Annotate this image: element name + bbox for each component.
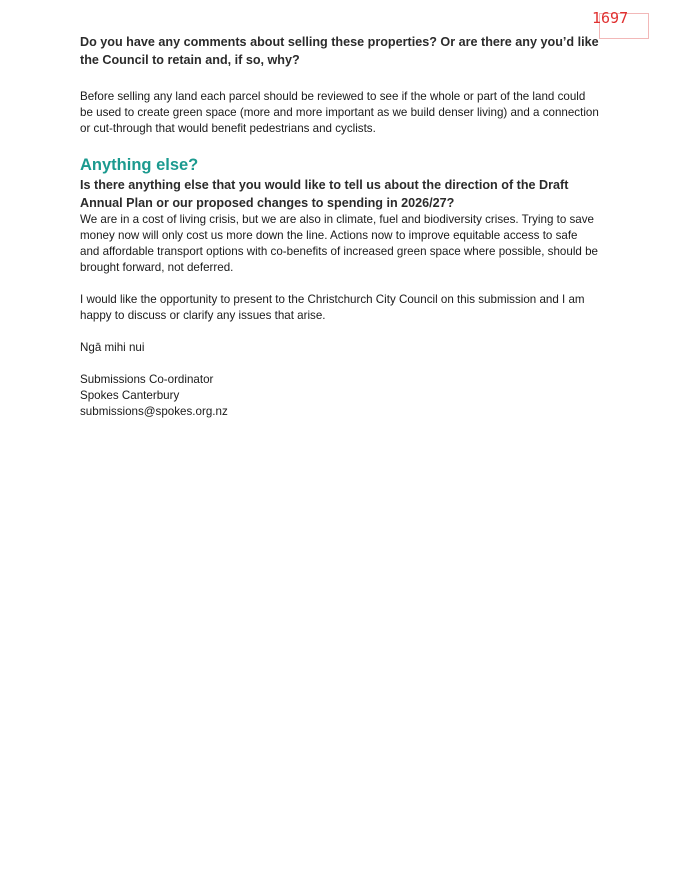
presentation-request: I would like the opportunity to present to the Christchurch City Council on this submission and I am happy to discuss or clarify any issues that arise.	[80, 293, 585, 322]
selling-answer: Before selling any land each parcel should be reviewed to see if the whole or part of the land could be used to create green space (more and more important as we build denser living) and a connection or cut-through that would benefit pedestrians and cyclists.	[80, 90, 599, 135]
anything-else-answer: We are in a cost of living crisis, but we are also in climate, fuel and biodiversity crises. Trying to save money now will only cost us more down the line. Actions now to improve equitable access to safe and affordable transport options with co-benefits of increased green space where possible, should be brought forward, not deferred.	[80, 213, 598, 274]
anything-else-question: Is there anything else that you would like to tell us about the direction of the Draft Annual Plan or our proposed changes to spending in 2026/27?	[80, 178, 569, 210]
page-number-stamp	[592, 9, 649, 39]
document-body	[80, 33, 600, 420]
page-number: 1697	[592, 9, 629, 27]
signoff-email: submissions@spokes.org.nz	[80, 405, 228, 418]
anything-else-heading: Anything else?	[80, 156, 199, 174]
signoff-role: Submissions Co-ordinator	[80, 373, 214, 386]
selling-question: Do you have any comments about selling these properties? Or are there any you’d like the Council to retain and, if so, why?	[80, 35, 599, 67]
signoff-greeting: Ngā mihi nui	[80, 341, 145, 354]
signoff-organisation: Spokes Canterbury	[80, 389, 180, 402]
